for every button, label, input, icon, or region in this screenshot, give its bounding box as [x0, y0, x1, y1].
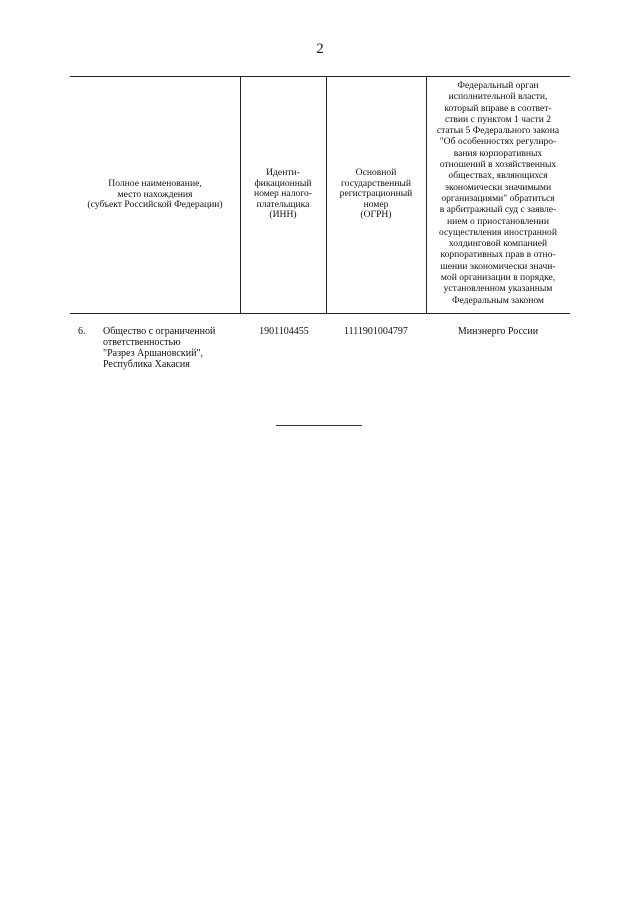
header-inn-line: (ИНН) [269, 209, 297, 221]
header-authority-line: корпоративных прав в отно- [440, 249, 556, 261]
header-name [72, 179, 238, 211]
header-ogrn-line: регистрационный [339, 188, 413, 200]
footer-separator-line [276, 425, 362, 426]
header-authority-line: исполнительной власти, [448, 91, 548, 103]
header-ogrn-line: государственный [340, 177, 412, 189]
header-authority-line: экономически значимыми [444, 181, 552, 193]
header-name-line: (субъект Российской Федерации) [87, 199, 223, 211]
header-authority-line: ствии с пунктом 1 части 2 [444, 113, 552, 125]
header-authority-line: мой организации в порядке, [440, 272, 556, 284]
row-name [103, 326, 238, 370]
header-ogrn-line: (ОГРН) [360, 209, 392, 221]
header-authority-line: Федеральный орган [457, 80, 539, 91]
header-name-line: место нахождения [117, 188, 193, 200]
header-authority-line: шении экономически значи- [440, 260, 556, 272]
row-name-line: "Разрез Аршановский", [103, 348, 203, 359]
row-inn: 1901104455 [259, 326, 309, 337]
header-inn-line: плательщика [256, 198, 310, 210]
header-authority-line: отношений в хозяйственных [439, 159, 557, 171]
row-number: 6. [78, 326, 86, 337]
column-divider-2 [326, 76, 327, 313]
header-authority-line: в арбитражный суд с заявле- [439, 204, 557, 216]
header-ogrn [328, 168, 424, 221]
page-number: 2 [316, 41, 324, 57]
header-authority-line: осуществления иностранной [439, 226, 557, 238]
header-authority-line: организациями" обратиться [441, 192, 555, 204]
header-ogrn-line: номер [363, 198, 389, 210]
header-authority-line: статьи 5 Федерального закона [436, 125, 560, 137]
header-authority-line: который вправе в соответ- [444, 102, 552, 114]
row-name-line: Общество с ограниченной [103, 326, 216, 337]
header-authority [428, 80, 568, 306]
table-top-border [70, 76, 570, 77]
header-inn-line: номер налого- [253, 188, 313, 200]
header-inn-line: фикационный [254, 177, 312, 189]
row-name-line: Республика Хакасия [103, 359, 190, 370]
row-ogrn: 1111901004797 [344, 326, 408, 337]
row-name-line: ответственностью [103, 337, 181, 348]
header-authority-line: обществах, являющихся [448, 170, 548, 182]
column-divider-1 [240, 76, 241, 313]
header-inn-line: Иденти- [266, 167, 300, 178]
header-authority-line: холдинговой компанией [448, 238, 548, 250]
row-authority: Минэнерго России [457, 326, 539, 337]
header-authority-line: нием о приостановлении [447, 215, 549, 227]
header-authority-line: "Об особенностях регулиро- [439, 136, 557, 148]
header-authority-line: установленном указанным [443, 283, 553, 295]
header-authority-line: вания корпоративных [453, 147, 543, 159]
header-inn [242, 168, 324, 221]
header-name-line: Полное наименование, [108, 178, 202, 189]
header-ogrn-line: Основной [355, 167, 397, 178]
table-header-bottom-border [70, 313, 570, 314]
column-divider-3 [426, 76, 427, 313]
header-authority-line: Федеральным законом [451, 294, 545, 306]
